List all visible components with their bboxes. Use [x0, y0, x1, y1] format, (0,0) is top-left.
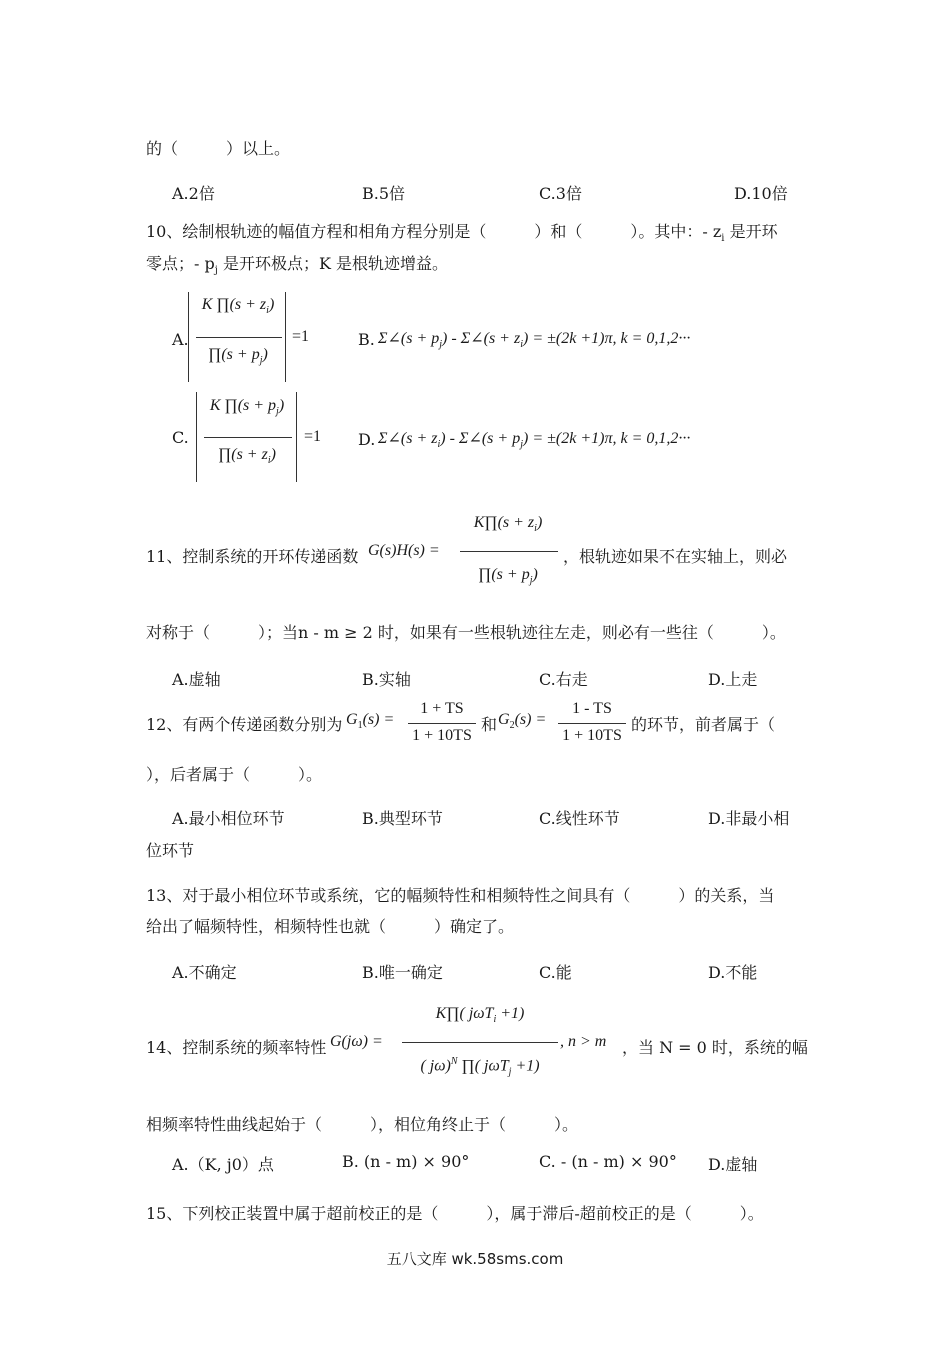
q10-option-c-label: C. — [172, 428, 189, 447]
q12-option-a: A.最小相位环节 — [172, 809, 285, 828]
q14-option-c: C. - (n - m) × 90° — [539, 1152, 677, 1171]
q14-cond: , n > m — [560, 1033, 607, 1050]
q10-option-b-expr: Σ∠(s + $p_j$) - Σ∠(s + $z_i) = \pm(2k +1)\pi$, k = 0,1,2··· — [378, 330, 691, 351]
q14-option-b: B. (n - m) × 90° — [342, 1152, 470, 1171]
q12-option-d: D.非最小相 — [708, 809, 790, 828]
q11-line2: 对称于（ ）；当n - m ≥ 2 时，如果有一些根轨迹往左走，则必有一些往（ ）。 — [146, 623, 786, 642]
q12-f2-den: 1 + 10TS — [562, 727, 622, 744]
q9-option-a: A.2倍 — [172, 184, 215, 203]
q14-line2: 相频率特性曲线起始于（ ），相位角终止于（ ）。 — [146, 1115, 579, 1134]
q14-denominator: ( jω)$^N$ ∏( jωT$_j$ +1) — [420, 1056, 540, 1078]
q12-line2: ），后者属于（ ）。 — [146, 765, 323, 784]
q11-option-d: D.上走 — [708, 670, 758, 689]
q14-option-a: A.（K, j0）点 — [172, 1155, 274, 1174]
q14-lead: 14、控制系统的频率特性 — [146, 1038, 327, 1057]
q10-line1: 10、绘制根轨迹的幅值方程和相角方程分别是（ ）和（ ）。其中：- $z_i$ 是开环 — [146, 222, 778, 245]
q13-option-a: A.不确定 — [172, 963, 237, 982]
q10-option-c-numerator: K ∏(s + $p_j$) — [209, 397, 285, 418]
q11-option-a: A.虚轴 — [172, 670, 221, 689]
q12-f1-num: 1 + TS — [420, 700, 464, 717]
q14-option-d: D.虚轴 — [708, 1155, 758, 1174]
q13-option-d: D.不能 — [708, 963, 758, 982]
q13-line1: 13、对于最小相位环节或系统，它的幅频特性和相频特性之间具有（ ）的关系，当 — [146, 886, 775, 905]
q9-tail: 的（ ）以上。 — [146, 139, 291, 158]
q10-line2: 零点；- $p_j$ 是开环极点；K 是根轨迹增益。 — [146, 254, 448, 277]
q12-option-c: C.线性环节 — [539, 809, 620, 828]
q10-option-c-denominator: ∏(s + $z_i$) — [218, 446, 276, 467]
q12-and: 和 — [481, 715, 498, 734]
footer-watermark: 五八文库 wk.58sms.com — [386, 1250, 564, 1268]
q10-option-d-label: D. — [358, 430, 376, 449]
q11-tail: ，根轨迹如果不在实轴上，则必 — [563, 547, 788, 566]
q12-option-d-wrap: 位环节 — [146, 841, 195, 860]
q13-option-b: B.唯一确定 — [362, 963, 443, 982]
q11-numerator: K∏(s + $z_i$) — [473, 514, 543, 535]
q11-lhs: G(s)H(s) = — [368, 542, 440, 559]
q10-option-a-numerator: K ∏(s + $z_i$) — [201, 296, 275, 317]
q11-option-b: B.实轴 — [362, 670, 411, 689]
q15-line1: 15、下列校正装置中属于超前校正的是（ ），属于滞后-超前校正的是（ ）。 — [146, 1204, 764, 1223]
q9-option-c: C.3倍 — [539, 184, 582, 203]
q14-numerator: K∏( jωT$_i$ +1) — [435, 1005, 525, 1026]
q12-f1-den: 1 + 10TS — [412, 727, 472, 744]
q10-option-d-expr: Σ∠(s + $z_i$) - Σ∠(s + $p_j) = \pm(2k +1)\pi$, k = 0,1,2··· — [378, 430, 691, 451]
q12-g1: $G_1(s)$ = — [346, 711, 395, 732]
q13-line2: 给出了幅频特性，相频特性也就（ ）确定了。 — [146, 917, 515, 936]
q14-lhs: G(jω) = — [330, 1033, 383, 1050]
q9-option-d: D.10倍 — [734, 184, 788, 203]
q10-option-c-eq: =1 — [304, 428, 322, 445]
q13-option-c: C.能 — [539, 963, 572, 982]
q11-denominator: ∏(s + $p_j$) — [478, 566, 538, 587]
q9-option-b: B.5倍 — [362, 184, 406, 203]
q10-option-a-label: A. — [172, 330, 189, 349]
q12-g2: $G_2(s)$ = — [498, 711, 547, 732]
q12-lead: 12、有两个传递函数分别为 — [146, 715, 343, 734]
q12-option-b: B.典型环节 — [362, 809, 443, 828]
q14-tail: ，当 N = 0 时，系统的幅 — [622, 1038, 808, 1057]
q11-lead: 11、控制系统的开环传递函数 — [146, 547, 359, 566]
q12-f2-num: 1 - TS — [572, 700, 612, 717]
q11-option-c: C.右走 — [539, 670, 588, 689]
q10-option-b-label: B. — [358, 330, 375, 349]
q10-option-a-eq: =1 — [292, 328, 310, 345]
q12-tail: 的环节，前者属于（ — [631, 715, 776, 734]
q10-option-a-denominator: ∏(s + $p_j$) — [208, 346, 268, 367]
